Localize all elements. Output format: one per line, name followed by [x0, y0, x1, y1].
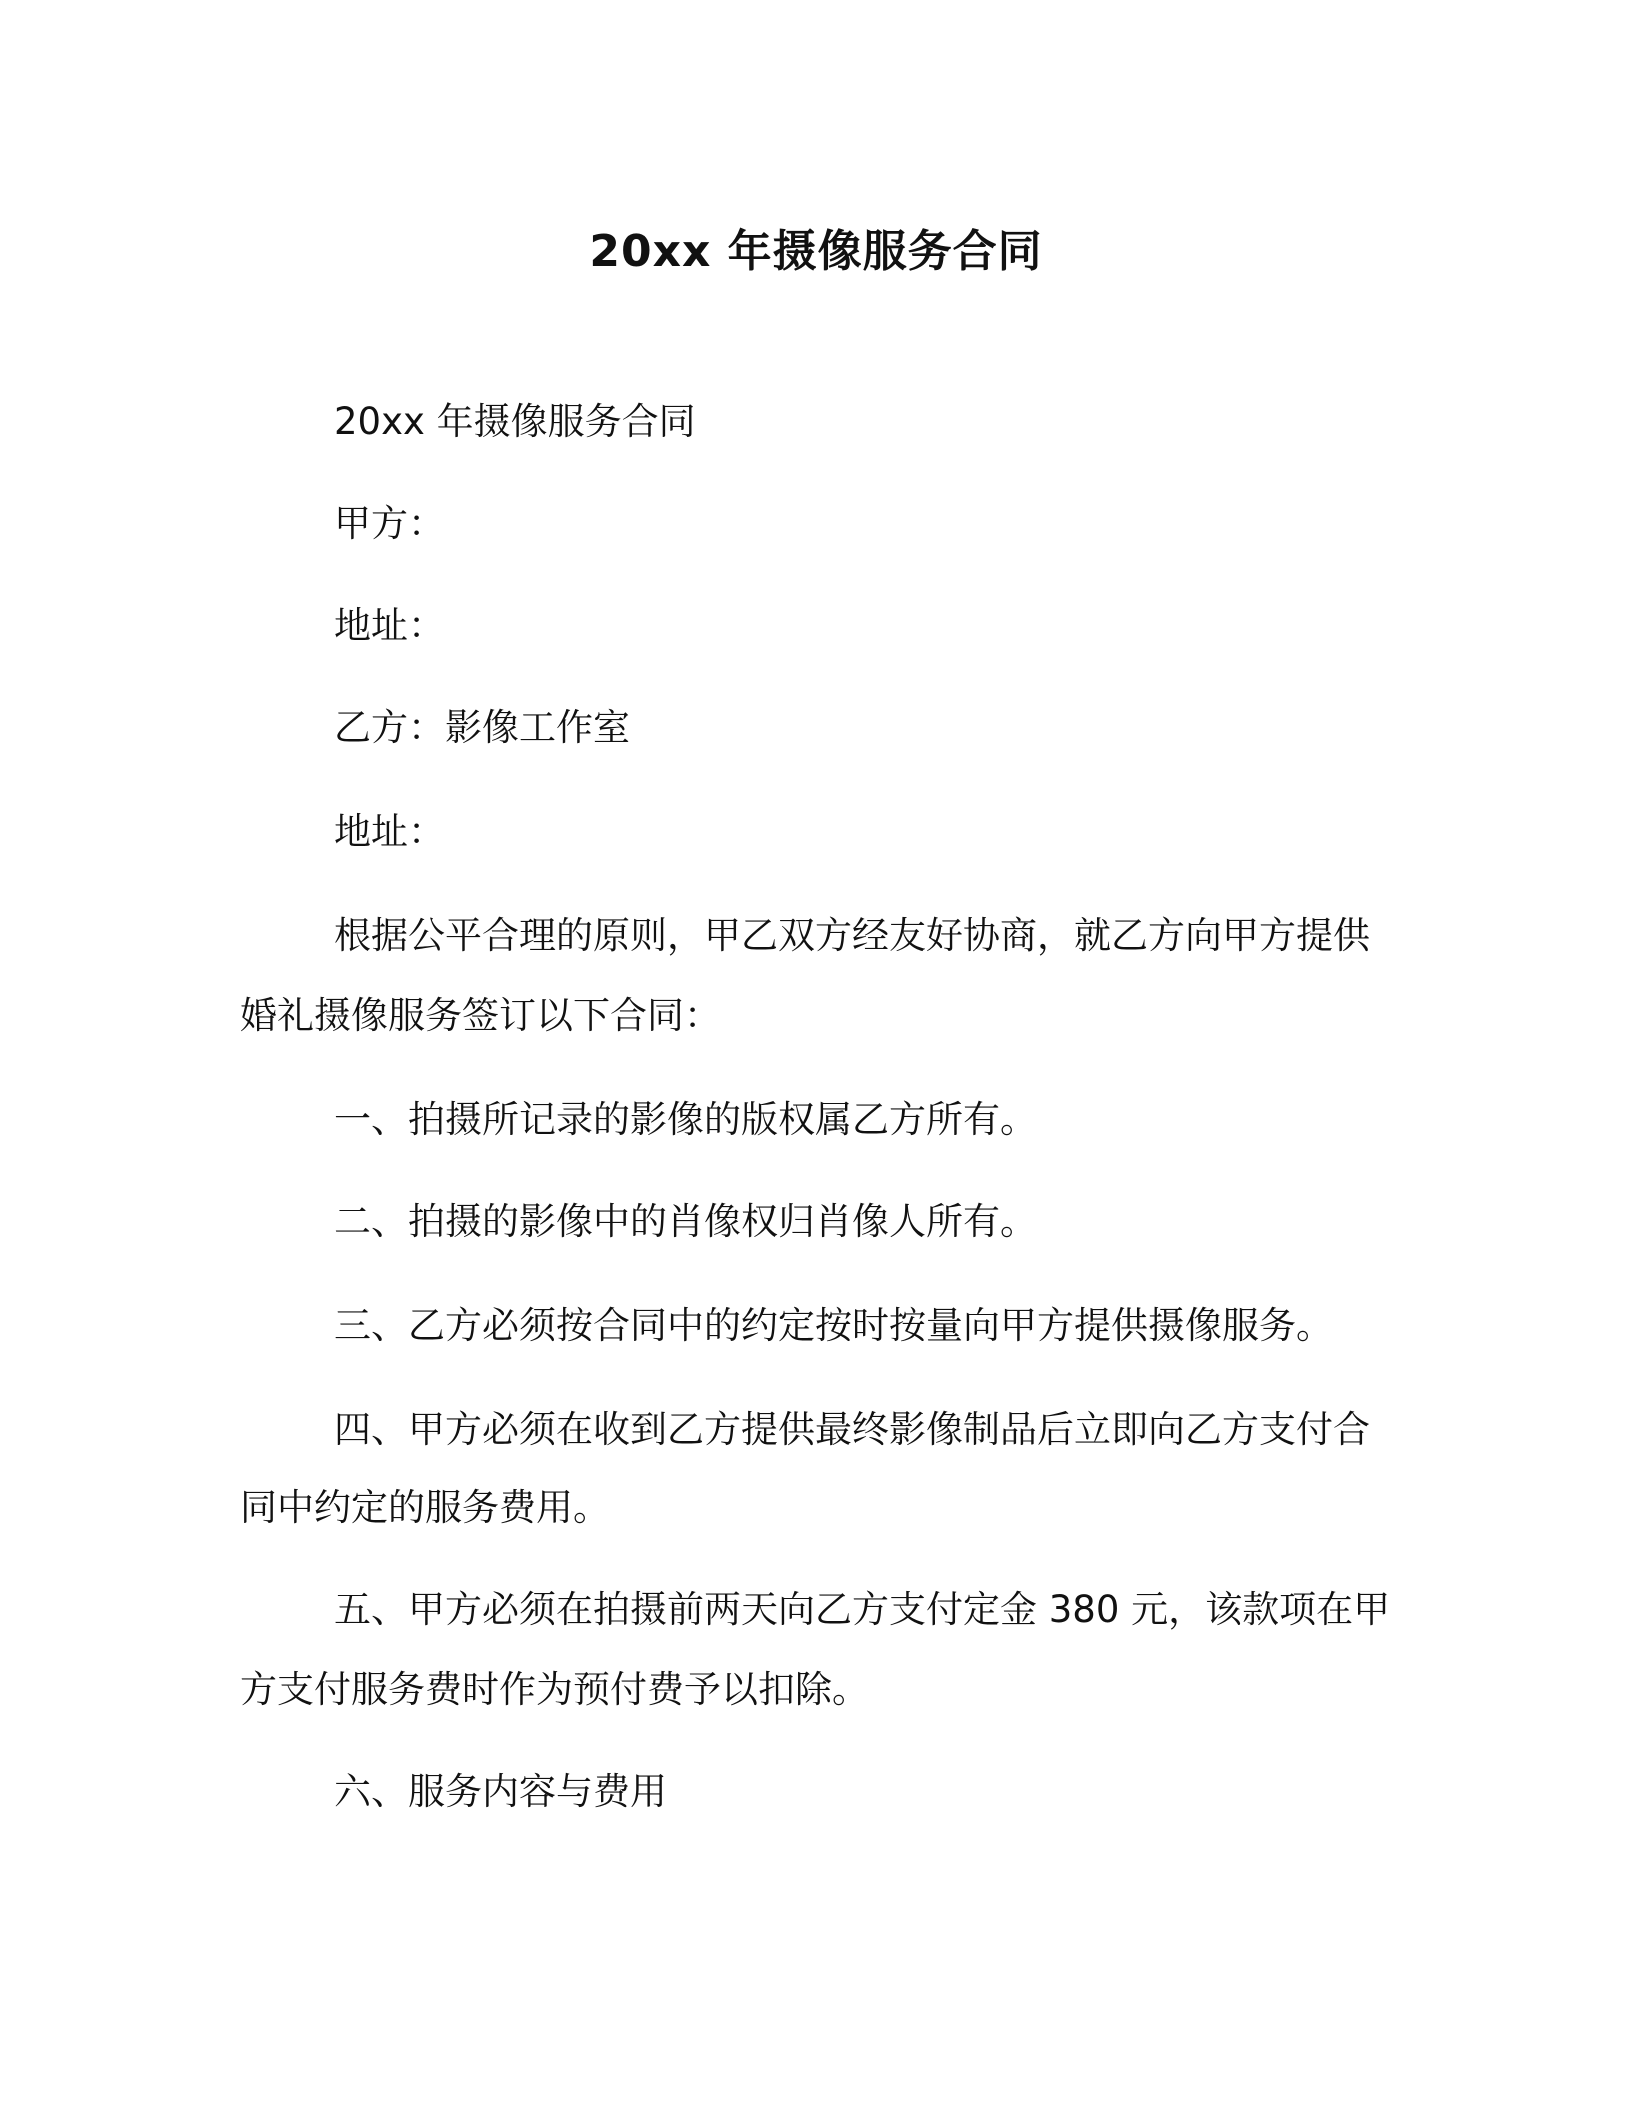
document-title: 20xx 年摄像服务合同: [589, 226, 1043, 277]
preamble-line-2: 婚礼摄像服务签订以下合同：: [240, 994, 721, 1037]
clause-1: 一、拍摄所记录的影像的版权属乙方所有。: [334, 1098, 1037, 1141]
clause-3: 三、乙方必须按合同中的约定按时按量向甲方提供摄像服务。: [334, 1304, 1333, 1347]
clause-2: 二、拍摄的影像中的肖像权归肖像人所有。: [334, 1200, 1037, 1243]
preamble-line-1: 根据公平合理的原则，甲乙双方经友好协商，就乙方向甲方提供: [334, 914, 1370, 957]
clause-6-heading: 六、服务内容与费用: [334, 1770, 667, 1813]
clause-5-line-2: 方支付服务费时作为预付费予以扣除。: [240, 1668, 869, 1711]
clause-4-line-2: 同中约定的服务费用。: [240, 1486, 610, 1529]
clause-4-line-1: 四、甲方必须在收到乙方提供最终影像制品后立即向乙方支付合: [334, 1408, 1370, 1451]
party-a-label: 甲方：: [334, 502, 445, 545]
party-a-address-label: 地址：: [334, 604, 445, 647]
subtitle-line: 20xx 年摄像服务合同: [334, 400, 696, 443]
party-b-label: 乙方：影像工作室: [334, 706, 630, 749]
party-b-address-label: 地址：: [334, 810, 445, 853]
clause-5-line-1: 五、甲方必须在拍摄前两天向乙方支付定金 380 元，该款项在甲: [334, 1588, 1391, 1631]
